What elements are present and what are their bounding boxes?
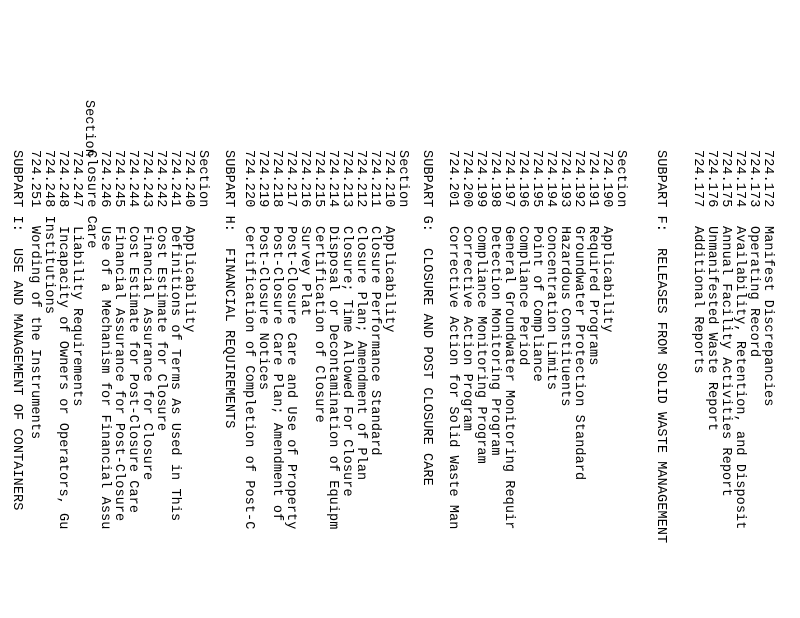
list-item: 724.213Closure; Time Allowed For Closure: [339, 150, 354, 497]
section-label: Section: [81, 100, 96, 157]
list-item: 724.177Additional Reports: [690, 150, 705, 374]
subpart-g-heading: SUBPART G:CLOSURE AND POST CLOSURE CARE: [419, 150, 434, 486]
list-item: 724.247Liability Requirements: [69, 150, 84, 407]
list-item: 724.196Compliance Period: [515, 150, 530, 366]
list-item: 724.192Groundwater Protection Standard: [571, 150, 586, 481]
subpart-h-heading: SUBPART H:FINANCIAL REQUIREMENTS: [221, 150, 236, 429]
list-item: 724.240Applicability: [181, 150, 196, 333]
list-item: 724.173Operating Record: [746, 150, 761, 358]
list-item: 724.241Definitions of Terms As Used in This: [167, 150, 182, 522]
list-item: 724.251Wording of the Instruments: [27, 150, 42, 440]
section-label: Section: [613, 150, 628, 208]
list-item: 724.194Concentration Limits: [543, 150, 558, 391]
list-item: 724.175Annual Facility Activities Report: [718, 150, 733, 497]
list-item: 724.212Closure Plan; Amendment of Plan: [353, 150, 368, 481]
list-item: 724.214Disposal or Decontamination of Equipm: [325, 150, 340, 530]
list-item: 724.217Post-Closure Care and Use of Property: [283, 150, 298, 530]
section-label: Section: [395, 150, 410, 208]
list-item: 724.244Cost Estimate for Post-Closure Care: [125, 150, 140, 514]
list-item: 724.220Certification of Completion of Post-C: [241, 150, 256, 530]
list-item: 724.243Financial Assurance for Closure: [139, 150, 154, 481]
list-item: 724.218Post-Closure Care Plan; Amendment of: [269, 150, 284, 522]
section-label: Section: [195, 150, 210, 208]
list-item: 724.216Survey Plat: [297, 150, 312, 317]
subpart-i-heading: SUBPART I:USE AND MANAGEMENT OF CONTAINERS: [9, 150, 24, 511]
list-item: 724.172Manifest Discrepancies: [760, 150, 775, 407]
list-item: 724.200Corrective Action Program: [459, 150, 474, 432]
list-item: 724.201Corrective Action for Solid Waste Man: [445, 150, 460, 530]
list-item: 724.219Post-Closure Notices: [255, 150, 270, 391]
list-item: 724.174Availability, Retention, and Disposit: [732, 150, 747, 530]
list-item: 724.190Applicability: [599, 150, 614, 333]
list-item: 724.191Required Programs: [585, 150, 600, 366]
list-item: 724.248Incapacity of Owners or Operators, Gu: [55, 150, 70, 530]
institutions-line: 724.248 Institutions: [41, 150, 56, 315]
closure-care-text: Closure Care: [83, 150, 98, 249]
list-item: 724.215Certification of Closure: [311, 150, 326, 423]
list-item: 724.193Hazardous Constituents: [557, 150, 572, 407]
list-item: 724.211Closure Performance Standard: [367, 150, 382, 456]
list-item: 724.210Applicability: [381, 150, 396, 333]
list-item: 724.242Cost Estimate for Closure: [153, 150, 168, 432]
list-item: 724.195Point of Compliance: [529, 150, 544, 382]
list-item: 724.199Compliance Monitoring Program: [473, 150, 488, 464]
subpart-f-heading: SUBPART F:RELEASES FROM SOLID WASTE MANAGEMENT: [653, 150, 668, 544]
trailing-section-label-wrap: [80, 100, 96, 180]
list-item: 724.246Use of a Mechanism for Financial Assu: [97, 150, 112, 530]
list-item: 724.245Financial Assurance for Post-Closure: [111, 150, 126, 522]
list-item: 724.197General Groundwater Monitoring Requir: [501, 150, 516, 530]
list-item: 724.176Unmanifested Waste Report: [704, 150, 719, 432]
list-item: 724.198Detection Monitoring Program: [487, 150, 502, 456]
